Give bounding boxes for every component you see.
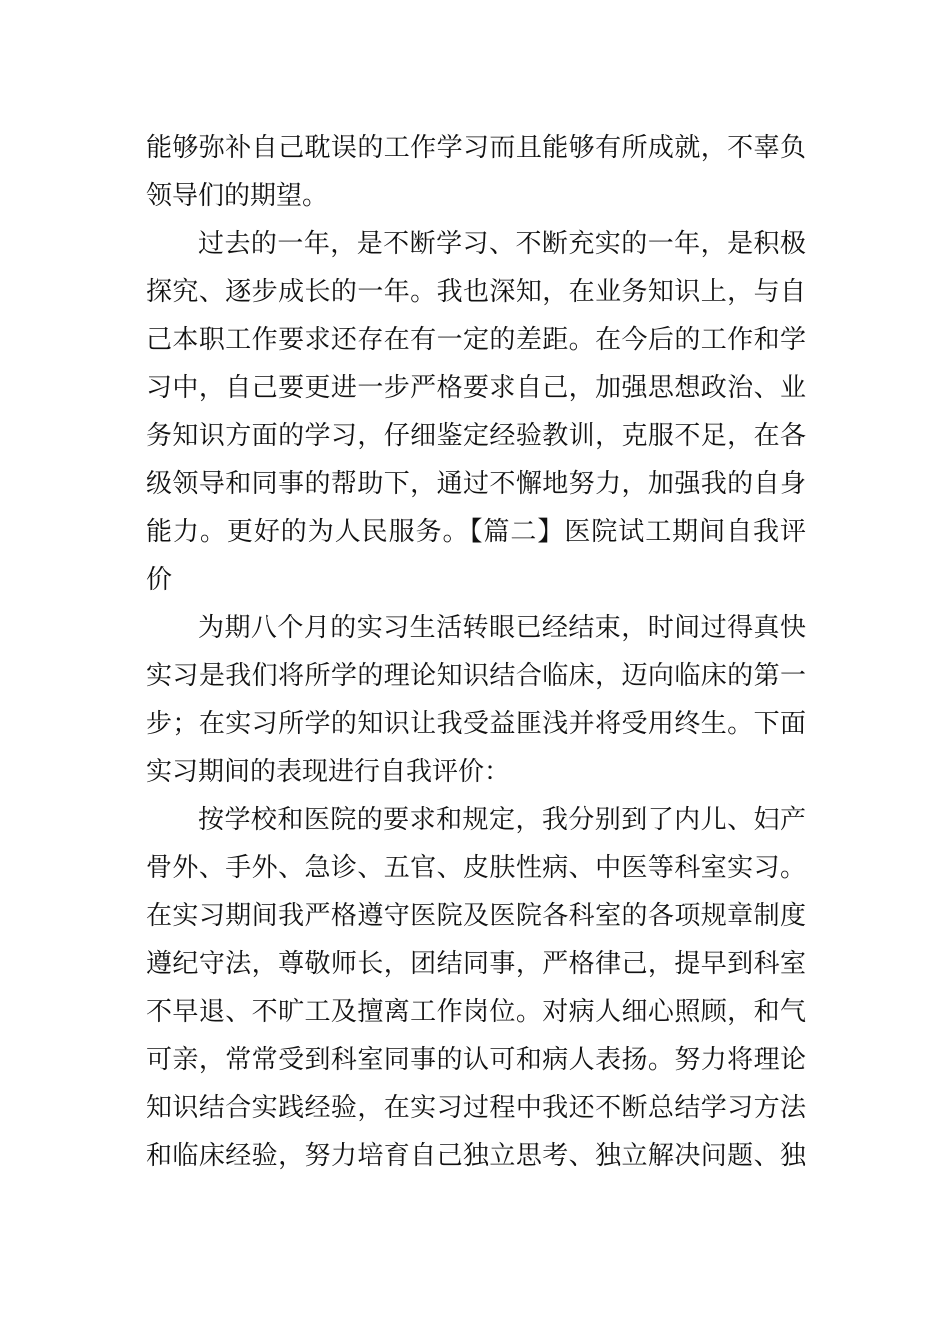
text-line: 和临床经验，努力培育自己独立思考、独立解决问题、独 [146, 1141, 806, 1171]
text-line: 知识结合实践经验，在实习过程中我还不断总结学习方法 [146, 1093, 806, 1123]
text-line: 为期八个月的实习生活转眼已经结束，时间过得真快 [198, 613, 806, 643]
text-line: 不早退、不旷工及擅离工作岗位。对病人细心照顾，和气 [146, 997, 806, 1027]
text-line: 遵纪守法，尊敬师长，团结同事，严格律己，提早到科室 [146, 949, 806, 979]
text-line: 实习期间的表现进行自我评价： [146, 757, 511, 787]
text-line: 领导们的期望。 [146, 181, 329, 211]
document-body [146, 124, 806, 1180]
text-line: 能力。更好的为人民服务。【篇二】医院试工期间自我评 [146, 517, 806, 547]
text-line: 实习是我们将所学的理论知识结合临床，迈向临床的第一 [146, 661, 806, 691]
text-line: 过去的一年，是不断学习、不断充实的一年，是积极 [198, 229, 806, 259]
text-line: 价 [146, 565, 173, 595]
text-line: 步；在实习所学的知识让我受益匪浅并将受用终生。下面 [146, 709, 806, 739]
text-line: 骨外、手外、急诊、五官、皮肤性病、中医等科室实习。 [146, 853, 806, 883]
paragraph-4 [146, 796, 806, 1180]
text-line: 己本职工作要求还存在有一定的差距。在今后的工作和学 [146, 325, 806, 355]
text-line: 在实习期间我严格遵守医院及医院各科室的各项规章制度 [146, 901, 806, 931]
paragraph-1 [146, 124, 806, 220]
text-line: 务知识方面的学习，仔细鉴定经验教训，克服不足，在各 [146, 421, 806, 451]
text-line: 级领导和同事的帮助下，通过不懈地努力，加强我的自身 [146, 469, 806, 499]
text-line: 能够弥补自己耽误的工作学习而且能够有所成就，不辜负 [146, 133, 806, 163]
paragraph-2 [146, 220, 806, 604]
text-line: 可亲，常常受到科室同事的认可和病人表扬。努力将理论 [146, 1045, 806, 1075]
text-line: 探究、逐步成长的一年。我也深知，在业务知识上，与自 [146, 277, 806, 307]
paragraph-3 [146, 604, 806, 796]
text-line: 按学校和医院的要求和规定，我分别到了内儿、妇产 [198, 805, 806, 835]
text-line: 习中，自己要更进一步严格要求自己，加强思想政治、业 [146, 373, 806, 403]
